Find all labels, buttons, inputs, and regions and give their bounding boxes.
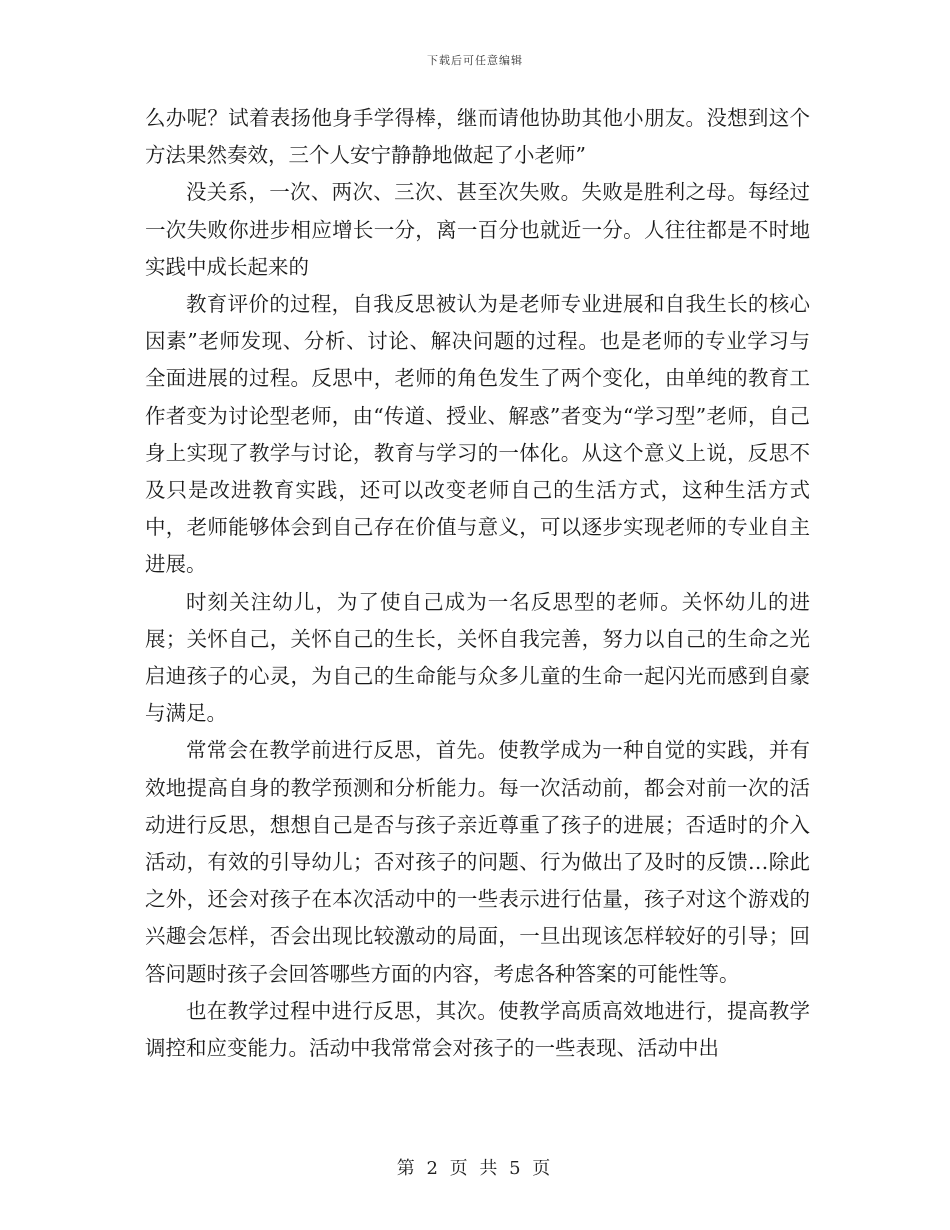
page-number: 第 2 页 共 5 页 bbox=[396, 1158, 554, 1179]
paragraph: 也在教学过程中进行反思，其次。使教学高质高效地进行，提高教学调控和应变能力。活动中我常常会对孩子的一些表现、活动中出 bbox=[145, 998, 810, 1061]
paragraph: 教育评价的过程，自我反思被认为是老师专业进展和自我生长的核心因素”老师发现、分析、讨论、解决问题的过程。也是老师的专业学习与全面进展的过程。反思中，老师的角色发生了两个变化，由单纯的教育工作者变为讨论型老师，由“传道、授业、解惑”者变为“学习型”老师，自己身上实现了教学与讨论，教育与学习的一体化。从这个意义上说，反思不 及只是改进教育实践，还可以改变老师自己的生活方式，这种生活方式中，老师能够体会到自己存在价值与意义，可以逐步实现老师的专业自主进展。 bbox=[145, 292, 831, 577]
document-body bbox=[145, 100, 831, 1067]
paragraph: 常常会在教学前进行反思，首先。使教学成为一种自觉的实践，并有效地提高自身的教学预测和分析能力。每一次活动前，都会对前一次的活动进行反思，想想自己是否与孩子亲近尊重了孩子的进展；否适时的介入活动，有效的引导幼儿；否对孩子的问题、行为做出了及时的反馈…除此之外，还会对孩子在本次活动中的一些表示进行估量，孩子对这个游戏的兴趣会怎样，否会出现比较激动的局面，一旦出现该怎样较好的引导；回答问题时孩子会回答哪些方面的内容，考虑各种答案的可能性等。 bbox=[145, 738, 810, 986]
paragraph-continued: 么办呢？试着表扬他身手学得棒，继而请他协助其他小朋友。没想到这个方法果然奏效，三个人安宁静静地做起了小老师” bbox=[145, 106, 810, 168]
paragraph: 没关系，一次、两次、三次、甚至次失败。失败是胜利之母。每经过一次失败你进步相应增长一分，离一百分也就近一分。人往往都是不时地实践中成长起来的 bbox=[145, 180, 810, 279]
paragraph: 时刻关注幼儿，为了使自己成为一名反思型的老师。关怀幼儿的进展；关怀自己，关怀自己的生长，关怀自我完善，努力以自己的生命之光启迪孩子的心灵，为自己的生命能与众多儿童的生命一起闪光而感到自豪与满足。 bbox=[145, 589, 810, 726]
page-header: 下载后可任意编辑 bbox=[427, 54, 523, 67]
